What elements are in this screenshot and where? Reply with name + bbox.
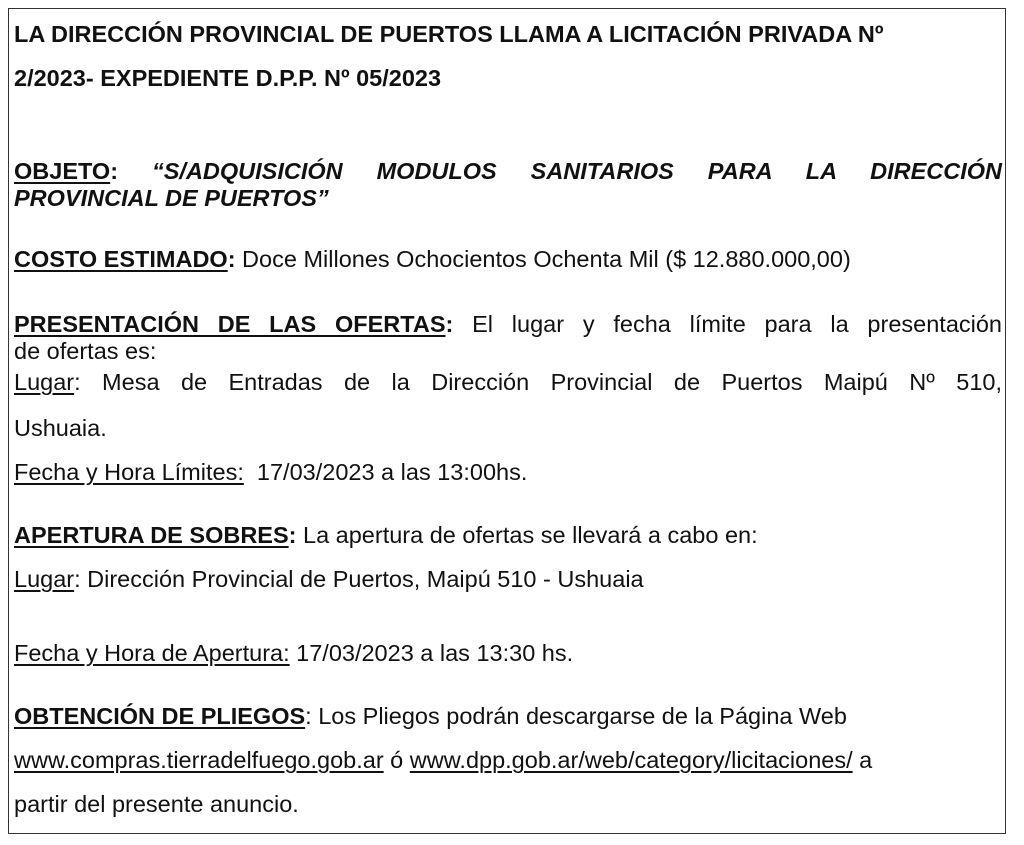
objeto-line-1 <box>14 158 1002 185</box>
apertura-lugar-label: Lugar <box>14 566 75 592</box>
apertura-colon: : <box>288 522 297 548</box>
costo-colon: : <box>227 246 236 272</box>
presentacion-label: PRESENTACIÓN DE LAS OFERTAS <box>14 311 446 337</box>
obtencion-mid: ó <box>383 747 410 773</box>
dpp-licitaciones-link[interactable]: www.dpp.gob.ar/web/category/licitaciones/ <box>409 747 853 773</box>
compras-link[interactable]: www.compras.tierradelfuego.gob.ar <box>14 747 384 773</box>
obtencion-label: OBTENCIÓN DE PLIEGOS <box>14 703 306 729</box>
presentacion-lugar-text-1: : Mesa de Entradas de la Dirección Provincial de Puertos Maipú Nº 510, <box>74 369 1002 395</box>
presentacion-lugar-line-1 <box>14 369 1002 396</box>
obtencion-line-1 <box>14 703 847 730</box>
notice-document <box>8 8 1006 834</box>
obtencion-text-2: partir del presente anuncio. <box>14 791 299 817</box>
costo-text: Doce Millones Ochocientos Ochenta Mil ($ 12.880.000,00) <box>235 246 851 272</box>
presentacion-lugar-label: Lugar <box>14 369 75 395</box>
presentacion-line-1 <box>14 311 1002 338</box>
presentacion-fecha-label: Fecha y Hora Límites: <box>14 459 244 485</box>
notice-title-line-1: LA DIRECCIÓN PROVINCIAL DE PUERTOS LLAMA A LICITACIÓN PRIVADA Nº <box>14 21 884 47</box>
apertura-fecha-text: 17/03/2023 a las 13:30 hs. <box>289 640 574 666</box>
apertura-label: APERTURA DE SOBRES <box>14 522 289 548</box>
objeto-colon: : <box>110 158 119 184</box>
presentacion-lugar-text-2: Ushuaia. <box>14 415 107 441</box>
objeto-text-line-2: PROVINCIAL DE PUERTOS” <box>14 185 329 211</box>
presentacion-fecha-line <box>14 459 527 486</box>
obtencion-end: a <box>852 747 873 773</box>
apertura-lugar-text: : Dirección Provincial de Puertos, Maipú 510 - Ushuaia <box>74 566 644 592</box>
costo-label: COSTO ESTIMADO <box>14 246 228 272</box>
apertura-fecha-line <box>14 640 573 667</box>
obtencion-line-2 <box>14 747 872 774</box>
objeto-text-line-1: “S/ADQUISICIÓN MODULOS SANITARIOS PARA LA DIRECCIÓN <box>152 158 1002 184</box>
objeto-label: OBJETO <box>14 158 111 184</box>
apertura-line <box>14 522 758 549</box>
presentacion-text-1: El lugar y fecha límite para la presentación <box>453 311 1002 337</box>
notice-title-line-2: 2/2023- EXPEDIENTE D.P.P. Nº 05/2023 <box>14 65 442 91</box>
presentacion-fecha-text: 17/03/2023 a las 13:00hs. <box>243 459 528 485</box>
obtencion-text-1: : Los Pliegos podrán descargarse de la Página Web <box>305 703 847 729</box>
apertura-lugar-line <box>14 566 644 593</box>
presentacion-text-2: de ofertas es: <box>14 338 157 364</box>
apertura-text: La apertura de ofertas se llevará a cabo en: <box>296 522 758 548</box>
apertura-fecha-label: Fecha y Hora de Apertura: <box>14 640 290 666</box>
costo-line <box>14 246 851 273</box>
presentacion-colon: : <box>445 311 454 337</box>
